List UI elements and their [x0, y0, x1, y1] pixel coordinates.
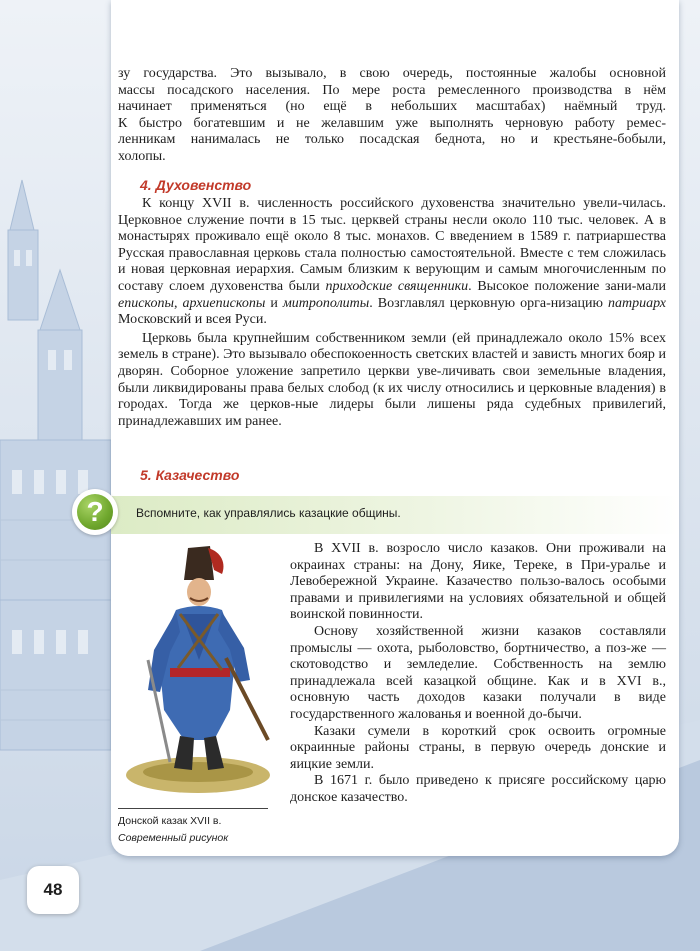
term: патриарх: [607, 295, 667, 311]
text-run: К концу XVII в. численность российского духовенства значительно увели-чилась. Церковное служение почти в 15 тыс. церквей страны несли около 110 тыс. человек. А в монастырях проживало ещё около 8 тыс. монахов. С введением в 1589 г. патриаршества Русская православная церковь стала полностью самостоятельной. Вместе с тем сложилась и новая церковная иерархия. Самым близким к верующим и самым многочисленным по составу слоем духовенства были: [118, 196, 666, 294]
intro-line: ленникам нанималась не только посадская беднота, но и крестьяне-бобыли,: [118, 132, 666, 148]
intro-line: начинает применяться (но ещё в небольших масштабах) наёмный труд.: [118, 99, 666, 115]
cossacks-paragraph-4: В 1671 г. было приведено к присяге российскому царю донское казачество.: [290, 773, 666, 805]
section-cossacks-body: [290, 541, 666, 807]
cossacks-paragraph-2: Основу хозяйственной жизни казаков составляли промыслы — охота, рыболовство, бортничество, а поз-же — скотоводство и земледелие. Собственность на землю принадлежала всей казацкой общине. Как и в XVI в., основную часть доходов казаки получали в виде государственного жалованья и военной до-бычи.: [290, 623, 666, 722]
clergy-paragraph-2: Церковь была крупнейшим собственником земли (ей принадлежало около 15% всех земель в стране). Это вызывало обеспокоенность светских властей и зависть многих бояр и дворян. Соборное уложение запретило церкви уве-личивать свои земельные владения, были ликвидированы права белых слобод (к их числу относились и церковные владения) в городах. Тогда же церков-ные лидеры были лишены ряда судебных привилегий, принадлежавших им ранее.: [118, 330, 666, 429]
term: епископы: [118, 295, 174, 311]
section-heading-cossacks: 5. Казачество: [140, 467, 240, 483]
intro-paragraph: [118, 66, 666, 166]
caption-subtitle: Современный рисунок: [118, 832, 229, 844]
intro-line: массы посадского населения. По мере роста ремесленного производства в нём: [118, 82, 666, 98]
text-run: и: [265, 295, 283, 311]
cossacks-paragraph-3: Казаки сумели в короткий срок освоить огромные окраинные районы страны, в первую очередь донские и яицкие земли.: [290, 723, 666, 772]
intro-line: К быстро богатевшим и не желавшим уже выполнять черновую работу ремес-: [118, 115, 666, 131]
caption-title: Донской казак XVII в.: [118, 815, 222, 827]
text-run: . Высокое положение зани-мали: [468, 278, 666, 294]
term: митрополиты: [282, 295, 370, 311]
intro-line: холопы.: [118, 148, 166, 164]
cossacks-paragraph-1: В XVII в. возросло число казаков. Они проживали на окраинах страны: на Дону, Яике, Тереке, в При-уралье и Левобережной Украине. Казачество пользо-валось особыми правами и привилегиями на условиях обязательной и общей воинской повинности.: [290, 541, 666, 623]
text-run: . Возглавлял церковную орга-низацию: [369, 295, 608, 311]
question-mark-icon: ?: [72, 489, 118, 535]
intro-line: зу государства. Это вызывало, в свою очередь, постоянные жалобы основной: [118, 66, 666, 81]
section-heading-clergy: 4. Духовенство: [140, 177, 252, 193]
term: архиепископы: [182, 295, 266, 311]
text-run: Московский и всея Руси.: [118, 312, 267, 328]
term: приходские священники: [325, 278, 469, 294]
text-run: ,: [173, 295, 183, 311]
page-number: 48: [27, 866, 79, 914]
section-clergy-body: [118, 196, 666, 430]
question-text: Вспомните, как управлялись казацкие общины.: [136, 506, 401, 520]
clergy-paragraph-1: [118, 196, 666, 329]
cossack-illustration: [118, 540, 278, 800]
caption-divider: [118, 808, 268, 809]
